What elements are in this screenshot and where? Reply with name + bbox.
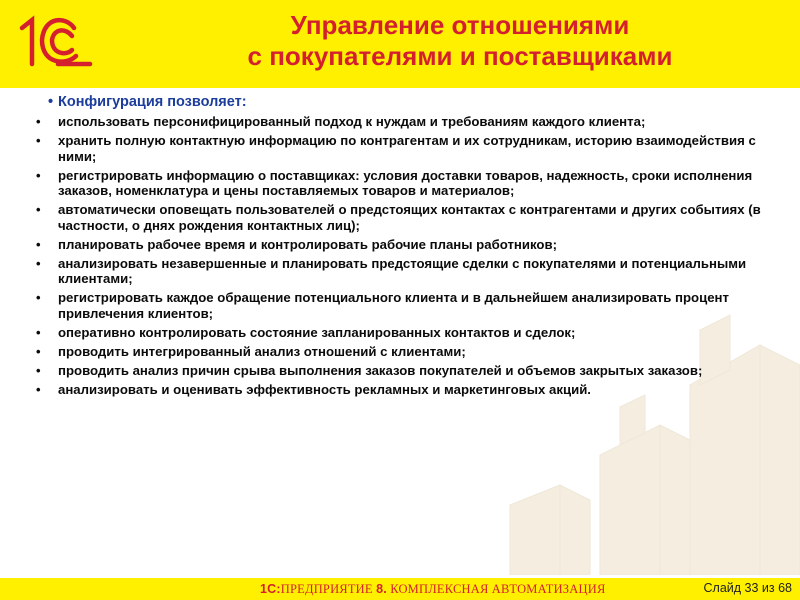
list-item xyxy=(4,237,778,253)
list-item-text: проводить интегрированный анализ отношений с клиентами; xyxy=(58,343,466,359)
list-item xyxy=(4,344,778,360)
bullet-icon: • xyxy=(36,255,41,271)
list-item-text: оперативно контролировать состояние запланированных контактов и сделок; xyxy=(58,324,576,340)
list-item-text: проводить анализ причин срыва выполнения заказов покупателей и объемов закрытых заказов; xyxy=(58,362,703,378)
list-item xyxy=(4,325,778,341)
bullet-icon: • xyxy=(36,236,41,252)
list-item-text: планировать рабочее время и контролировать рабочие планы работников; xyxy=(58,236,557,252)
list-item xyxy=(4,256,778,287)
footer-suffix: КОМПЛЕКСНАЯ АВТОМАТИЗАЦИЯ xyxy=(386,582,606,596)
main-bullet-item xyxy=(48,92,778,112)
footer-product: ПРЕДПРИЯТИЕ xyxy=(280,582,377,596)
footer-brand xyxy=(260,582,606,597)
bullet-icon: • xyxy=(36,362,41,378)
list-item xyxy=(4,114,778,130)
bullet-icon: • xyxy=(36,290,41,305)
list-item-text: хранить полную контактную информацию по контрагентам и их сотрудникам, историю взаимодействия с ними; xyxy=(58,133,756,164)
bullet-icon: • xyxy=(36,167,41,183)
list-item xyxy=(4,168,778,199)
list-item xyxy=(4,382,778,398)
list-item-text: регистрировать каждое обращение потенциального клиента и в дальнейшем анализировать процент привлечения клиентов; xyxy=(58,290,729,321)
footer-brand-1c: 1С: xyxy=(260,582,281,596)
bullet-icon: • xyxy=(36,343,41,359)
list-item xyxy=(4,363,778,379)
list-item-text: использовать персонифицированный подход к нуждам и требованиям каждого клиента; xyxy=(58,114,646,129)
slide-title xyxy=(200,10,720,72)
bullet-icon: • xyxy=(36,381,41,397)
feature-list xyxy=(4,114,778,397)
content-area xyxy=(36,92,778,401)
footer-version: 8. xyxy=(376,582,387,596)
list-item xyxy=(4,133,778,164)
footer-bar xyxy=(0,578,800,600)
slide-number: Слайд 33 из 68 xyxy=(703,581,792,595)
bullet-icon: • xyxy=(36,324,41,340)
bullet-icon: • xyxy=(36,114,41,129)
main-bullet-text: Конфигурация позволяет: xyxy=(58,94,247,110)
bullet-icon: • xyxy=(36,202,41,217)
1c-logo-icon xyxy=(14,10,94,72)
title-line-1: Управление отношениями xyxy=(290,10,630,40)
list-item-text: регистрировать информацию о поставщиках: условия доставки товаров, надежность, сроки исполнения заказов, номенклатура и цены поставляемых товаров и материалов; xyxy=(58,167,753,198)
list-item xyxy=(4,290,778,321)
list-item-text: автоматически оповещать пользователей о предстоящих контактах с контрагентами и других событиях (в частности, о днях рождения контактных лиц); xyxy=(58,202,761,233)
list-item-text: анализировать и оценивать эффективность рекламных и маркетинговых акций. xyxy=(58,381,591,397)
bullet-icon: • xyxy=(36,133,41,148)
header-bar xyxy=(0,0,800,88)
bullet-icon: • xyxy=(48,94,54,110)
list-item xyxy=(4,202,778,233)
title-line-2: с покупателями и поставщиками xyxy=(247,41,673,71)
list-item-text: анализировать незавершенные и планировать предстоящие сделки с покупателями и потенциальными клиентами; xyxy=(58,255,747,286)
